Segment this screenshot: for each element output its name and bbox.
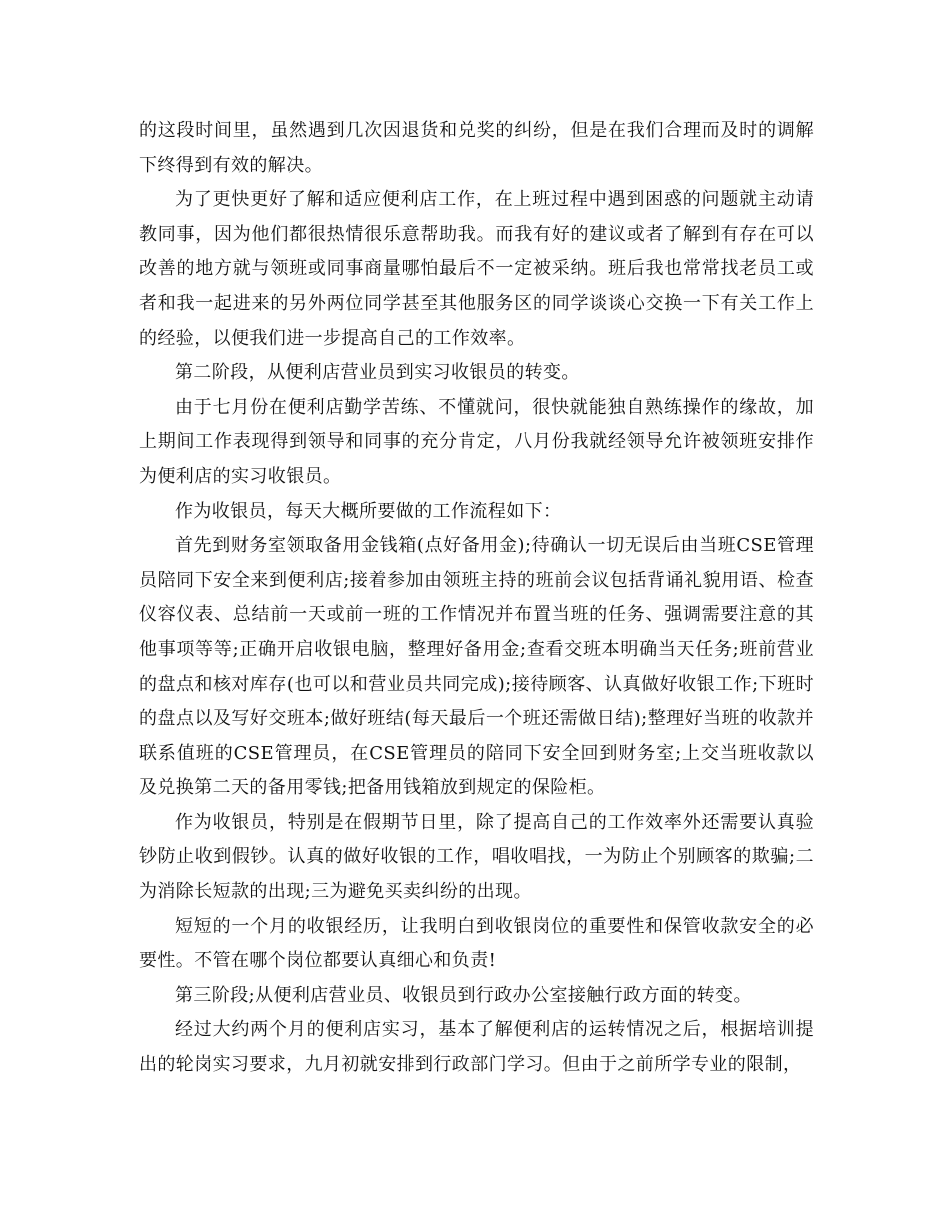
paragraph-stage-two-heading: 第二阶段，从便利店营业员到实习收银员的转变。: [175, 362, 580, 384]
paragraph-adapting-to-work: 为了更快更好了解和适应便利店工作，在上班过程中遇到困惑的问题就主动请教同事，因为他们都很热情很乐意帮助我。而我有好的建议或者了解到有存在可以改善的地方就与领班或同事商量哪怕最后不一定被采纳。班后我也常常找老员工或者和我一起进来的另外两位同学甚至其他服务区的同学谈谈心交换一下有关工作上的经验，以便我们进一步提高自己的工作效率。: [139, 189, 814, 349]
paragraph-cashier-workflow-intro: 作为收银员，每天大概所要做的工作流程如下：: [175, 500, 562, 522]
paragraph-stage-two-intro: 由于七月份在便利店勤学苦练、不懂就问，很快就能独自熟练操作的缘故，加上期间工作表现得到领导和同事的充分肯定，八月份我就经领导允许被领班安排作为便利店的实习收银员。: [139, 396, 814, 487]
paragraph-cashier-workflow: 首先到财务室领取备用金钱箱(点好备用金);待确认一切无误后由当班CSE管理员陪同下安全来到便利店;接着参加由领班主持的班前会议包括背诵礼貌用语、检查仪容仪表、总结前一天或前一班的工作情况并布置当班的任务、强调需要注意的其他事项等等;正确开启收银电脑，整理好备用金;查看交班本明确当天任务;班前营业的盘点和核对库存(也可以和营业员共同完成);接待顾客、认真做好收银工作;下班时的盘点以及写好交班本;做好班结(每天最后一个班还需做日结);整理好当班的收款并联系值班的CSE管理员，在CSE管理员的陪同下安全回到财务室;上交当班收款以及兑换第二天的备用零钱;把备用钱箱放到规定的保险柜。: [139, 535, 814, 799]
paragraph-continued: 的这段时间里，虽然遇到几次因退货和兑奖的纠纷，但是在我们合理而及时的调解下终得到有效的解决。: [139, 120, 814, 176]
paragraph-counterfeit-check: 作为收银员，特别是在假期节日里，除了提高自己的工作效率外还需要认真验钞防止收到假钞。认真的做好收银的工作，唱收唱找，一为防止个别顾客的欺骗;二为消除长短款的出现;三为避免买卖纠纷的出现。: [139, 811, 814, 903]
paragraph-cashier-reflection: 短短的一个月的收银经历，让我明白到收银岗位的重要性和保管收款安全的必要性。不管在哪个岗位都要认真细心和负责!: [139, 915, 814, 972]
paragraph-stage-three-intro: 经过大约两个月的便利店实习，基本了解便利店的运转情况之后，根据培训提出的轮岗实习要求，九月初就安排到行政部门学习。但由于之前所学专业的限制，: [139, 1019, 814, 1076]
paragraph-stage-three-heading: 第三阶段;从便利店营业员、收银员到行政办公室接触行政方面的转变。: [175, 984, 752, 1006]
document-body: [139, 114, 814, 1083]
